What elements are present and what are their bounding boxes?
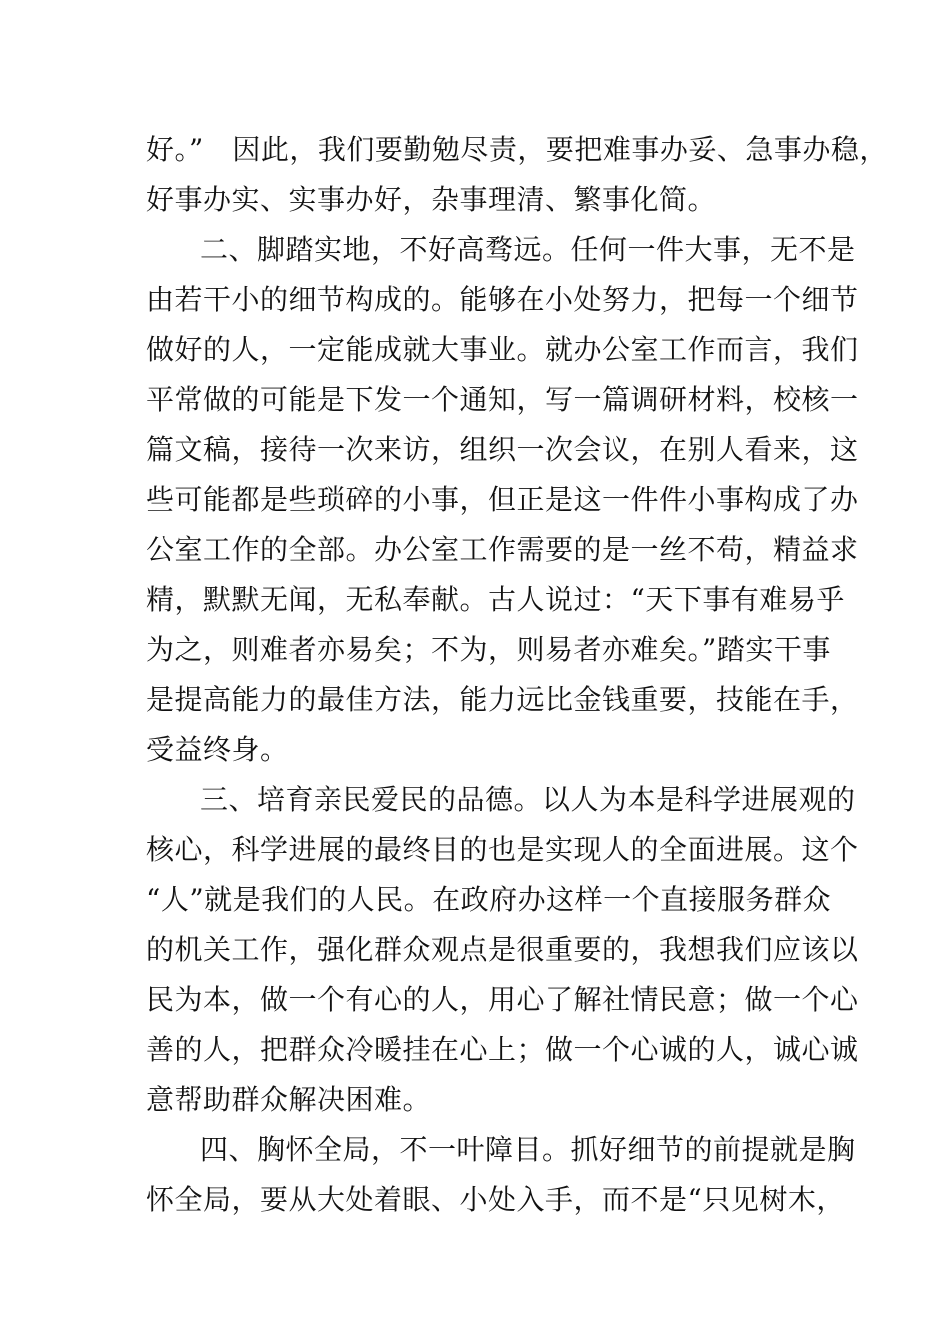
paragraph-heading-3: 三、培育亲民爱民的品德。以人为本是科学进展观的 xyxy=(200,783,856,816)
text-line: 好。” 因此，我们要勤勉尽责，要把难事办妥、急事办稳， xyxy=(146,133,888,166)
text-line: 是提高能力的最佳方法，能力远比金钱重要，技能在手， xyxy=(146,683,859,716)
text-line: 民为本，做一个有心的人，用心了解社情民意；做一个心 xyxy=(146,983,859,1016)
text-line: 些可能都是些琐碎的小事，但正是这一件件小事构成了办 xyxy=(146,483,859,516)
text-line: 精，默默无闻，无私奉献。古人说过：“天下事有难易乎 xyxy=(146,583,845,616)
text-line: “人”就是我们的人民。在政府办这样一个直接服务群众 xyxy=(146,883,832,916)
text-line: 平常做的可能是下发一个通知，写一篇调研材料，校核一 xyxy=(146,383,859,416)
text-line: 好事办实、实事办好，杂事理清、繁事化简。 xyxy=(146,183,717,216)
text-line: 的机关工作，强化群众观点是很重要的，我想我们应该以 xyxy=(146,933,859,966)
paragraph-heading-4: 四、胸怀全局，不一叶障目。抓好细节的前提就是胸 xyxy=(200,1133,856,1166)
text-line: 核心，科学进展的最终目的也是实现人的全面进展。这个 xyxy=(146,833,859,866)
text-line: 善的人，把群众冷暖挂在心上；做一个心诚的人，诚心诚 xyxy=(146,1033,859,1066)
text-line: 篇文稿，接待一次来访，组织一次会议，在别人看来，这 xyxy=(146,433,859,466)
text-line: 怀全局，要从大处着眼、小处入手，而不是“只见树木， xyxy=(146,1183,845,1216)
text-line: 意帮助群众解决困难。 xyxy=(146,1083,432,1116)
text-line: 受益终身。 xyxy=(146,733,289,766)
paragraph-heading-2: 二、脚踏实地，不好高骛远。任何一件大事，无不是 xyxy=(200,233,856,266)
text-line: 由若干小的细节构成的。能够在小处努力，把每一个细节 xyxy=(146,283,859,316)
text-line: 公室工作的全部。办公室工作需要的是一丝不苟，精益求 xyxy=(146,533,859,566)
text-line: 为之，则难者亦易矣；不为，则易者亦难矣。”踏实干事 xyxy=(146,633,831,666)
text-line: 做好的人，一定能成就大事业。就办公室工作而言，我们 xyxy=(146,333,859,366)
